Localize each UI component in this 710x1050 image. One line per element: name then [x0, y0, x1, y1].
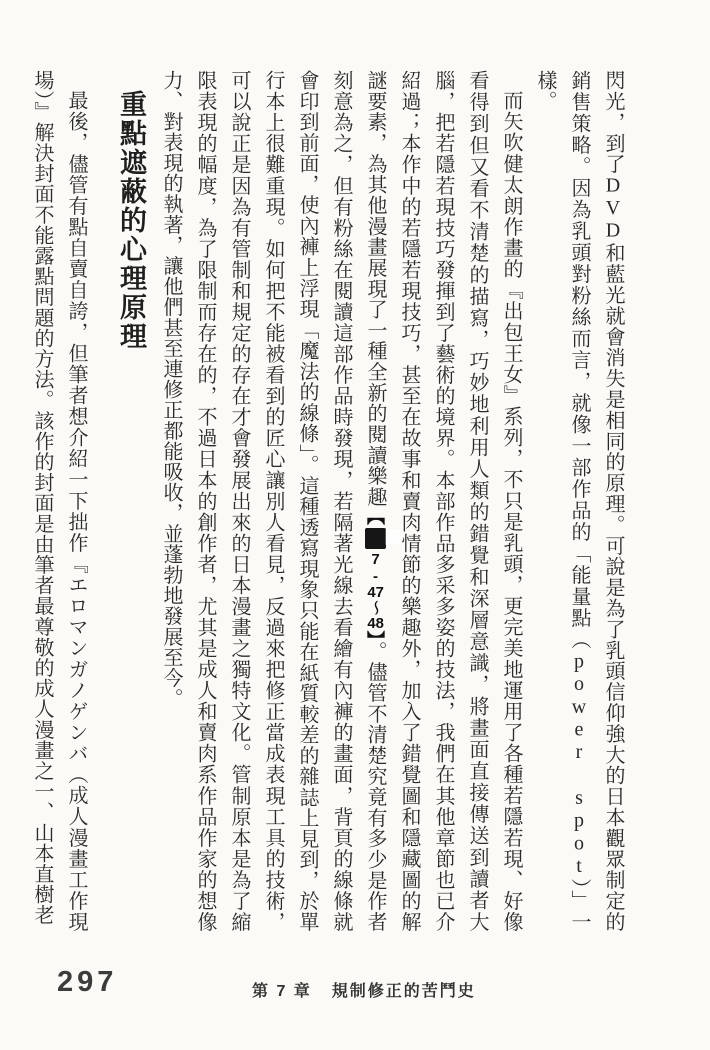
section-heading: 重點遮蔽的心理原理	[116, 90, 146, 351]
paragraph-tolove-text-before: 而矢吹健太朗作畫的『出包王女』系列，不只是乳頭，更完美地運用了各種若隱若現、好像看得到但又看不清楚的描寫，巧妙地利用人類的錯覺和深層意識，將畫面直接傳送到讀者大腦，把若隱若現技巧發揮到了藝術的境界。本部作品多采多姿的技法，我們在其他章節也已介紹過；本作中的若隱若現技巧，甚至在故事和賣肉情節的樂趣外，加入了錯覺圖和隱藏圖的解謎要素，為其他漫畫展現了一種全新的閱讀樂趣	[364, 70, 522, 932]
figure-reference	[364, 507, 402, 641]
running-footer	[252, 978, 476, 1001]
figure-number-first: 47	[367, 585, 384, 601]
figure-number-prefix: 7-	[367, 551, 384, 586]
paragraph-tolove-text-after: 。儘管不清楚究竟有多少是作者刻意為之，但有粉絲在閱讀這部作品時發現，若隔著光線去看繪有內褲的畫面，背頁的線條就會印到前面，使內褲上浮現「魔法的線條」。這種透寫現象只能在紙質較差的雜誌上見到，於單行本上很難重現。如何把不能被看到的匠心讓別人看見，反過來把修正當成表現工具的技術，可以說正是因為有管制和規定的存在才會發展出來的日本漫畫之獨特文化。管制原本是為了縮限表現的幅度，為了限制而存在的，不過日本的創作者，尤其是成人和賣肉系作品作家的想像力、對表現的執著，讓他們甚至連修正都能吸收，並蓬勃地發展至今。	[160, 70, 386, 932]
paragraph-continuation: 閃光，到了DVD和藍光就會消失是相同的原理。可說是為了乳頭信仰強大的日本觀眾制定的銷售策略。因為乳頭對粉絲而言，就像一部作品的「能量點（power spot）」一樣。	[534, 70, 624, 932]
figure-number-second: 48	[367, 615, 384, 631]
figure-number-separator: 〜	[367, 600, 384, 616]
paragraph-final: 最後，儘管有點自賣自誇，但筆者想介紹一下拙作『エロマンガノゲンバ（成人漫畫工作現場）』解決封面不能露點問題的方法。該作的封面是由筆者最尊敬的成人漫畫之一、山本直樹老	[31, 70, 87, 932]
chapter-title: 規制修正的苦鬥史	[331, 983, 476, 1000]
figure-box-icon: 圖	[365, 528, 386, 549]
figure-open-bracket: 【	[365, 507, 385, 527]
figure-close-bracket: 】	[365, 630, 385, 641]
paragraph-tolove	[154, 70, 528, 932]
page-number: 297	[57, 966, 118, 998]
figure-number	[367, 551, 384, 631]
chapter-label: 第 7 章	[252, 983, 312, 1000]
vertical-text-block	[31, 70, 630, 932]
